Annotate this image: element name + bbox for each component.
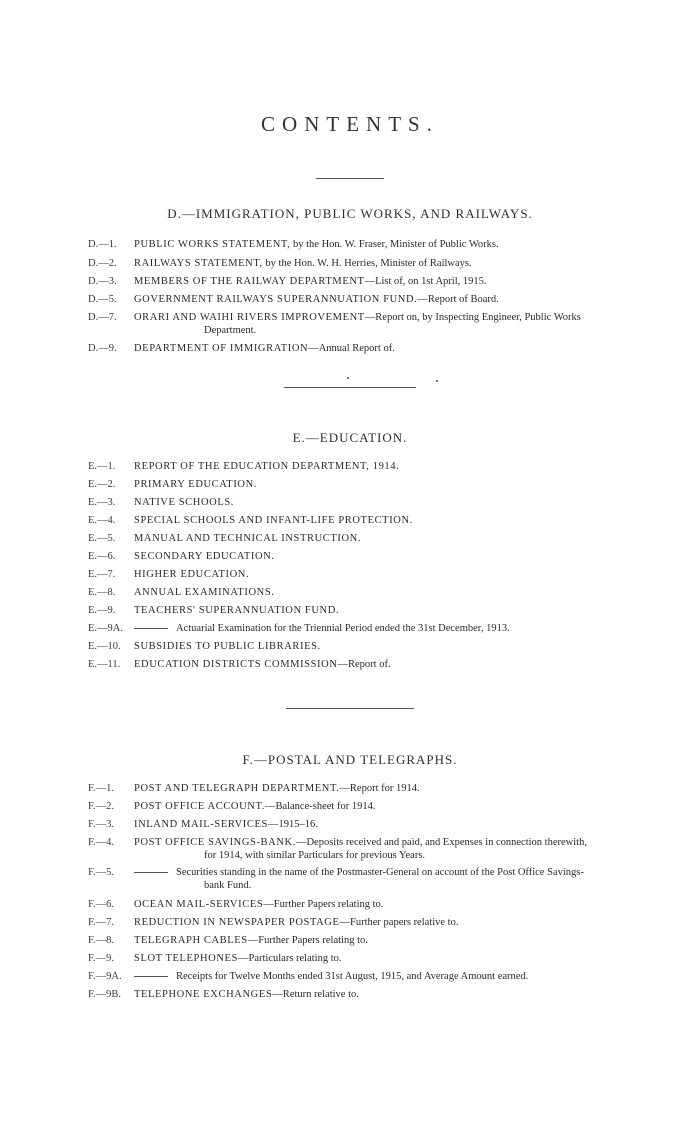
entry-title: POST OFFICE ACCOUNT.	[134, 801, 265, 812]
entry-description: —Further papers relative to.	[339, 917, 459, 928]
entry-title: TELEGRAPH CABLES	[134, 935, 248, 946]
entry-code: F.—7.	[88, 917, 114, 928]
entry-description: —1915–16.	[267, 819, 318, 830]
page-title: CONTENTS.	[261, 112, 439, 136]
entry-title: PUBLIC WORKS STATEMENT,	[134, 239, 291, 250]
entry-code: E.—1.	[88, 461, 116, 472]
entry-title: GOVERNMENT RAILWAYS SUPERANNUATION FUND.	[134, 294, 418, 305]
divider	[316, 178, 384, 179]
entry-code: D.—7.	[88, 312, 117, 323]
entry-code: F.—4.	[88, 837, 114, 848]
entry-title: POST AND TELEGRAPH DEPARTMENT.	[134, 783, 340, 794]
entry-description: Receipts for Twelve Months ended 31st August, 1915, and Average Amount earned.	[176, 971, 529, 982]
entry-code: F.—2.	[88, 801, 114, 812]
section-heading-d: D.—IMMIGRATION, PUBLIC WORKS, AND RAILWAYS.	[167, 206, 533, 221]
ditto-dash	[134, 976, 168, 977]
entry-continuation: Department.	[204, 325, 257, 336]
entry-description: —Balance-sheet for 1914.	[264, 801, 376, 812]
entry-code: E.—3.	[88, 497, 116, 508]
entry-description: —Further Papers relating to.	[247, 935, 368, 946]
ditto-dash	[134, 872, 168, 873]
entry-title: MANUAL AND TECHNICAL INSTRUCTION.	[134, 533, 362, 544]
entry-code: F.—6.	[88, 899, 114, 910]
entry-code: F.—5.	[88, 867, 114, 878]
entry-title: MEMBERS OF THE RAILWAY DEPARTMENT	[134, 276, 365, 287]
divider	[286, 708, 414, 709]
entry-description: —Report for 1914.	[339, 783, 420, 794]
entry-code: E.—5.	[88, 533, 116, 544]
entry-title: SUBSIDIES TO PUBLIC LIBRARIES.	[134, 641, 321, 652]
entry-code: E.—10.	[88, 641, 121, 652]
entry-title: TEACHERS' SUPERANNUATION FUND.	[134, 605, 340, 616]
entry-code: F.—9B.	[88, 989, 122, 1000]
entry-code: D.—5.	[88, 294, 117, 305]
entry-title: DEPARTMENT OF IMMIGRATION	[134, 343, 309, 354]
entry-description: —Further Papers relating to.	[263, 899, 384, 910]
entry-description: —Report of Board.	[417, 294, 499, 305]
entry-code: E.—8.	[88, 587, 116, 598]
entry-description: —Particulars relating to.	[238, 953, 342, 964]
entry-title: TELEPHONE EXCHANGES	[134, 989, 273, 1000]
entry-title: PRIMARY EDUCATION.	[134, 479, 258, 490]
entry-description: —Return relative to.	[272, 989, 359, 1000]
entry-title: SPECIAL SCHOOLS AND INFANT-LIFE PROTECTION.	[134, 515, 413, 526]
entry-continuation: for 1914, with similar Particulars for previous Years.	[204, 850, 426, 861]
entry-code: E.—4.	[88, 515, 116, 526]
entry-title: SECONDARY EDUCATION.	[134, 551, 275, 562]
divider	[284, 387, 416, 388]
entry-description: —List of, on 1st April, 1915.	[364, 276, 487, 287]
entry-code: F.—9A.	[88, 971, 122, 982]
entry-continuation: bank Fund.	[204, 880, 252, 891]
entry-title: REPORT OF THE EDUCATION DEPARTMENT, 1914.	[134, 461, 400, 472]
entry-code: F.—9.	[88, 953, 114, 964]
entry-title: REDUCTION IN NEWSPAPER POSTAGE	[134, 917, 340, 928]
entry-code: D.—2.	[88, 258, 117, 269]
ditto-dash	[134, 628, 168, 629]
entry-code: F.—1.	[88, 783, 114, 794]
entry-code: F.—3.	[88, 819, 114, 830]
entry-title: EDUCATION DISTRICTS COMMISSION	[134, 659, 338, 670]
entry-description: by the Hon. W. Fraser, Minister of Public Works.	[290, 239, 499, 250]
entry-code: E.—6.	[88, 551, 116, 562]
entry-description: —Deposits received and paid, and Expenses in connection therewith,	[295, 837, 587, 848]
section-heading-f: F.—POSTAL AND TELEGRAPHS.	[242, 752, 458, 767]
specks	[436, 380, 438, 382]
entry-description: by the Hon. W. H. Herries, Minister of Railways.	[262, 258, 472, 269]
entry-description: —Annual Report of.	[308, 343, 395, 354]
entry-title: HIGHER EDUCATION.	[134, 569, 250, 580]
entry-code: E.—7.	[88, 569, 116, 580]
entry-title: RAILWAYS STATEMENT,	[134, 258, 263, 269]
entry-code: E.—9.	[88, 605, 116, 616]
entry-code: E.—9A.	[88, 623, 123, 634]
entry-title: INLAND MAIL-SERVICES	[134, 819, 268, 830]
entry-code: E.—2.	[88, 479, 116, 490]
entry-code: D.—9.	[88, 343, 117, 354]
entry-code: D.—1.	[88, 239, 117, 250]
entry-title: ANNUAL EXAMINATIONS.	[134, 587, 275, 598]
entry-description: —Report of.	[337, 659, 391, 670]
entry-title: OCEAN MAIL-SERVICES	[134, 899, 264, 910]
entry-description: Securities standing in the name of the Postmaster-General on account of the Post Office Savings-	[176, 867, 584, 878]
entry-code: F.—8.	[88, 935, 114, 946]
entry-title: NATIVE SCHOOLS.	[134, 497, 235, 508]
entry-description: Actuarial Examination for the Triennial Period ended the 31st December, 1913.	[176, 623, 510, 634]
entry-code: E.—11.	[88, 659, 121, 670]
entry-title: POST OFFICE SAVINGS-BANK.	[134, 837, 296, 848]
entry-code: D.—3.	[88, 276, 117, 287]
entry-title: ORARI AND WAIHI RIVERS IMPROVEMENT	[134, 312, 365, 323]
entry-title: SLOT TELEPHONES	[134, 953, 238, 964]
entry-description: —Report on, by Inspecting Engineer, Public Works	[364, 312, 581, 323]
specks	[347, 377, 349, 379]
section-heading-e: E.—EDUCATION.	[292, 430, 408, 445]
